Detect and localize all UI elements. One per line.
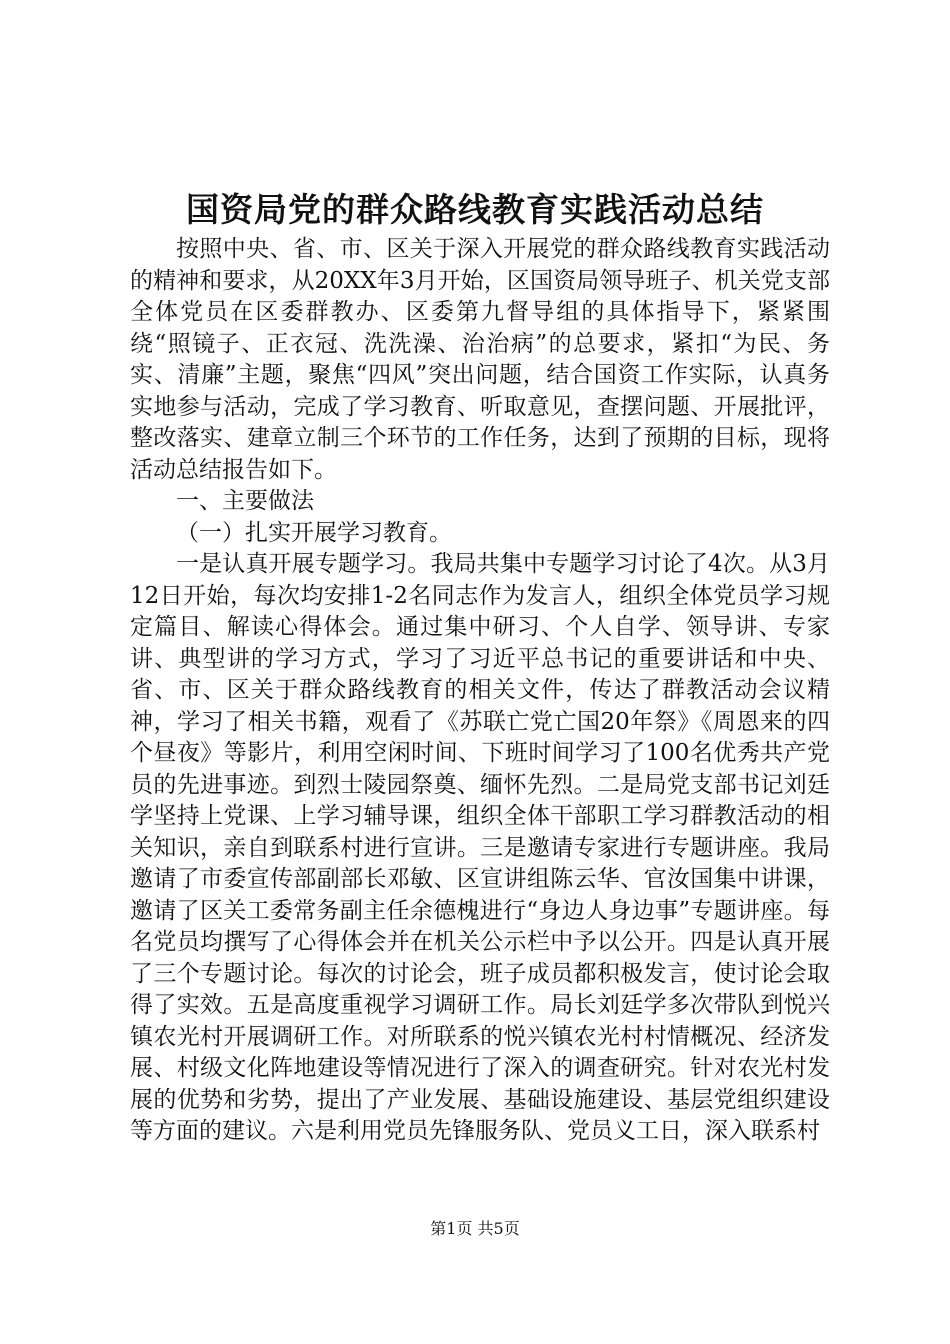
body-paragraph: 一是认真开展专题学习。我局共集中专题学习讨论了4次。从3月12日开始，每次均安排1-2名同志作为发言人，组织全体党员学习规定篇目、解读心得体会。通过集中研习、个人自学、领导讲、专家讲、典型讲的学习方式，学习了习近平总书记的重要讲话和中央、省、市、区关于群众路线教育的相关文件，传达了群教活动会议精神，学习了相关书籍，观看了《苏联亡党亡国20年祭》《周恩来的四个昼夜》等影片，利用空闲时间、下班时间学习了100名优秀共产党员的先进事迹。到烈士陵园祭奠、缅怀先烈。二是局党支部书记刘廷学坚持上党课、上学习辅导课，组织全体干部职工学习群教活动的相关知识，亲自到联系村进行宣讲。三是邀请专家进行专题讲座。我局邀请了市委宣传部副部长邓敏、区宣讲组陈云华、官汝国集中讲课，邀请了区关工委常务副主任余德槐进行“身边人身边事”专题讲座。每名党员均撰写了心得体会并在机关公示栏中予以公开。四是认真开展了三个专题讨论。每次的讨论会，班子成员都积极发言，使讨论会取得了实效。五是高度重视学习调研工作。局长刘廷学多次带队到悦兴镇农光村开展调研工作。对所联系的悦兴镇农光村村情概况、经济发展、村级文化阵地建设等情况进行了深入的调查研究。针对农光村发展的优势和劣势，提出了产业发展、基础设施建设、基层党组织建设等方面的建议。六是利用党员先锋服务队、党员义工日，深入联系村 (130, 551, 830, 1144)
document-title: 国资局党的群众路线教育实践活动总结 (186, 190, 764, 229)
subsection-heading: （一）扎实开展学习教育。 (176, 519, 452, 546)
document-body (130, 234, 830, 1148)
page-footer: 第1页 共5页 (430, 1219, 520, 1238)
intro-paragraph: 按照中央、省、市、区关于深入开展党的群众路线教育实践活动的精神和要求，从20XX年3月开始，区国资局领导班子、机关党支部全体党员在区委群教办、区委第九督导组的具体指导下，紧紧围绕“照镜子、正衣冠、洗洗澡、治治病”的总要求，紧扣“为民、务实、清廉”主题，聚焦“四风”突出问题，结合国资工作实际，认真务实地参与活动，完成了学习教育、听取意见，查摆问题、开展批评，整改落实、建章立制三个环节的工作任务，达到了预期的目标，现将活动总结报告如下。 (130, 236, 830, 483)
section-heading: 一、主要做法 (176, 488, 314, 514)
